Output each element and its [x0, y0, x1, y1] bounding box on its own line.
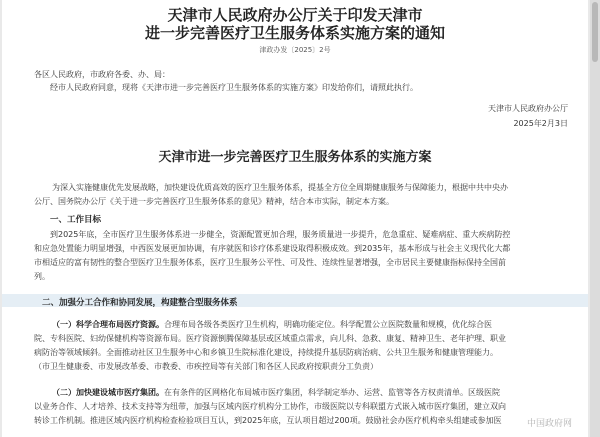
item1-line-2: 院、专科医院、妇幼保健机构等资源布局。医疗资源倒腾保障基层或区域重点需求，向儿科、急救、康复、精神卫生、老年护理、职业: [34, 334, 506, 343]
item2-line-3: 转诊工作机制。推进区域内医疗机构检查检验项目互认，到2025年底，互认项目超过200项。鼓励社会办医疗机构牵头组建或参加医: [34, 416, 502, 425]
section2-heading: 二、加强分工合作和协同发展，构建整合型服务体系: [42, 298, 238, 308]
notice-title-line2: 进一步完善医疗卫生服务体系实施方案的通知: [144, 24, 445, 42]
issuer: 天津市人民政府办公厅: [488, 104, 568, 113]
item1-line-4: （市卫生健康委、市发展改革委、市教委、市疾控局等有关部门和各区人民政府按职责分工负责）: [34, 362, 378, 371]
doc-number: 津政办发〔2025〕2号: [259, 46, 331, 54]
document-page: [2, 0, 588, 437]
item1-heading: （一）科学合理布局医疗资源。: [52, 320, 164, 329]
notice-title-line1: 天津市人民政府办公厅关于印发天津市: [167, 6, 423, 24]
salutation: 各区人民政府，市政府各委、办、局：: [34, 70, 170, 79]
section1-heading: 一、工作目标: [50, 215, 102, 225]
item1-text-1: 合理布局各级各类医疗卫生机构，明确功能定位。科学配置公立医院数量和规模，优化综合医: [164, 320, 492, 329]
item2-line-2: 以业务合作、人才培养、技术支持等为纽带，加强与区域内医疗机构分工协作，市级医院以专科联盟方式嵌入城市医疗集团，建立双向: [34, 402, 506, 411]
section1-line-1: 到2025年底，全市医疗卫生服务体系进一步健全，资源配置更加合理，服务质量进一步提升，危急重症、疑难病症、重大疾病防控: [50, 230, 511, 239]
section1-line-4: 列。: [34, 272, 50, 281]
scrollbar-thumb[interactable]: [592, 2, 598, 62]
intro-line-1: 为深入实施健康优先发展战略，加快建设优质高效的医疗卫生服务体系，提基全方位全周期健康服务与保障能力，根据中共中央办: [52, 183, 508, 192]
section1-line-3: 市相适应的富有韧性的整合型医疗卫生服务体系，医疗卫生服务公平性、可及性、连续性显著增强，全市居民主要健康指标保持全国前: [34, 258, 506, 267]
item2-heading: （二）加快建设城市医疗集团。: [52, 388, 164, 397]
item1-line-3: 病防治等领域倾斜。全面推动社区卫生服务中心和乡镇卫生院标准化建设，持续提升基层防病治病、公共卫生服务和健康管理能力。: [34, 348, 498, 357]
notice-body: 经市人民政府同意，现将《天津市进一步完善医疗卫生服务体系的实施方案》印发给你们，请照此执行。: [50, 83, 418, 92]
issue-date: 2025年2月3日: [513, 119, 568, 128]
watermark: 中国政府网: [526, 419, 572, 429]
section1-line-2: 和应急处置能力明显增强，中西医发展更加协调，有序就医和诊疗体系建设取得积极成效。到2035年，基本形成与社会主义现代化大都: [34, 244, 511, 253]
intro-line-2: 公厅、国务院办公厅《关于进一步完善医疗卫生服务体系的意见》精神，结合本市实际，制定本方案。: [34, 197, 394, 206]
plan-title: 天津市进一步完善医疗卫生服务体系的实施方案: [158, 150, 432, 165]
item1-line-1: [52, 320, 492, 330]
item2-text-1: 在有条件的区网格化布局城市医疗集团，科学制定举办、运营、监管等各方权责清单。区级医院: [164, 388, 500, 397]
item2-line-1: [52, 388, 500, 398]
vertical-scrollbar[interactable]: [590, 0, 600, 437]
